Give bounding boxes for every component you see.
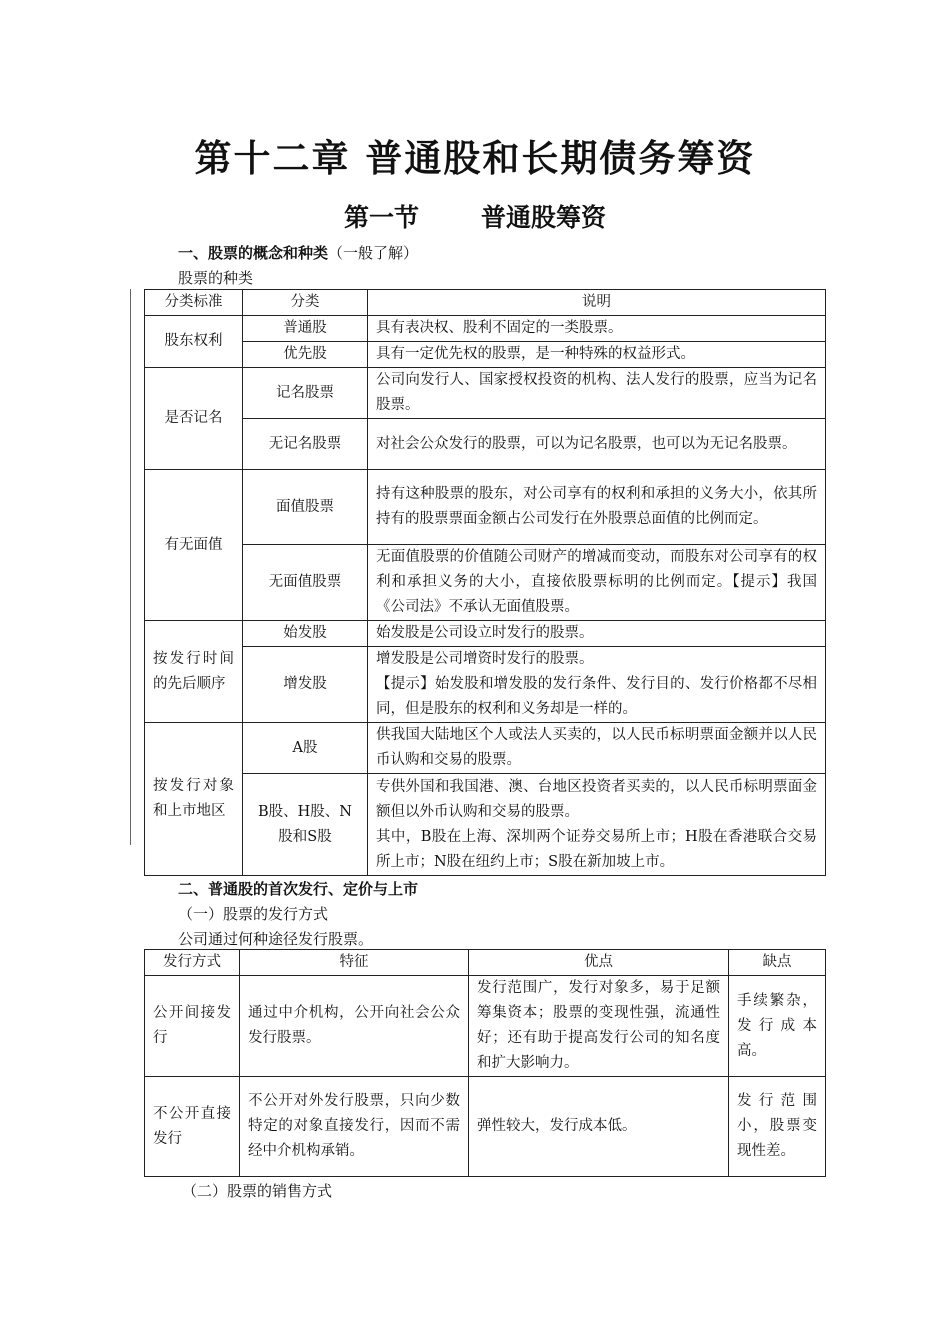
criterion-cell: 是否记名: [145, 368, 243, 470]
heading-issue-pricing-bold: 二、普通股的首次发行、定价与上市: [178, 880, 419, 898]
heading-stock-concept: [178, 242, 418, 263]
cons-cell: 手续繁杂，发行成本高。: [729, 976, 826, 1077]
section-label: 第一节: [343, 203, 419, 232]
desc-cell: [368, 647, 826, 723]
desc-cell: 无面值股票的价值随公司财产的增减而变动，而股东对公司享有的权利和承担义务的大小，直接依股票标明的比例而定。【提示】我国《公司法》不承认无面值股票。: [368, 545, 826, 621]
table-row: [145, 419, 826, 470]
heading-stock-concept-bold: 一、股票的概念和种类: [178, 244, 329, 262]
type-cell: 始发股: [243, 621, 368, 647]
section-name: 普通股筹资: [481, 203, 607, 232]
type-cell: 面值股票: [243, 470, 368, 545]
stock-types-table: [144, 289, 826, 876]
table-row: [145, 316, 826, 342]
type-cell: 无记名股票: [243, 419, 368, 470]
chapter-title: 第十二章 普通股和长期债务筹资: [194, 137, 756, 180]
header-desc: 说明: [368, 290, 826, 316]
table-row: [145, 1077, 826, 1177]
section-title: [0, 198, 950, 234]
desc-cell: 具有一定优先权的股票，是一种特殊的权益形式。: [368, 342, 826, 368]
subheading-issue-methods: （一）股票的发行方式: [178, 905, 329, 923]
table-row: [145, 774, 826, 876]
feature-cell: 通过中介机构，公开向社会公众发行股票。: [240, 976, 469, 1077]
stock-types-caption: 股票的种类: [178, 269, 254, 287]
issue-intro: 公司通过何种途径发行股票。: [178, 930, 374, 948]
cons-cell: 发行范围小，股票变现性差。: [729, 1077, 826, 1177]
pros-cell: 弹性较大，发行成本低。: [469, 1077, 729, 1177]
desc-tip: 【提示】始发股和增发股的发行条件、发行目的、发行价格都不尽相同，但是股东的权利和义务却是一样的。: [376, 676, 817, 717]
header-method: 发行方式: [145, 950, 240, 976]
type-cell: A股: [243, 723, 368, 774]
desc-line: 专供外国和我国港、澳、台地区投资者买卖的，以人民币标明票面金额但以外币认购和交易的股票。: [376, 778, 817, 820]
table-row: [145, 368, 826, 419]
heading-issue-pricing: [178, 878, 418, 899]
type-cell: 普通股: [243, 316, 368, 342]
issue-methods-table: [144, 949, 826, 1177]
table-row: [145, 647, 826, 723]
desc-cell: 始发股是公司设立时发行的股票。: [368, 621, 826, 647]
table-row: [145, 621, 826, 647]
method-cell: 公开间接发行: [145, 976, 240, 1077]
type-cell: 无面值股票: [243, 545, 368, 621]
criterion-cell: 按发行时间的先后顺序: [145, 621, 243, 723]
desc-cell: 供我国大陆地区个人或法人买卖的，以人民币标明票面金额并以人民币认购和交易的股票。: [368, 723, 826, 774]
header-cons: 缺点: [729, 950, 826, 976]
pros-cell: 发行范围广，发行对象多，易于足额筹集资本；股票的变现性强，流通性好；还有助于提高发行公司的知名度和扩大影响力。: [469, 976, 729, 1077]
desc-cell: 公司向发行人、国家授权投资的机构、法人发行的股票，应当为记名股票。: [368, 368, 826, 419]
heading-stock-concept-note: （一般了解）: [328, 244, 419, 262]
desc-line: 增发股是公司增资时发行的股票。: [376, 651, 594, 667]
feature-cell: 不公开对外发行股票，只向少数特定的对象直接发行，因而不需经中介机构承销。: [240, 1077, 469, 1177]
header-pros: 优点: [469, 950, 729, 976]
desc-cell: 具有表决权、股利不固定的一类股票。: [368, 316, 826, 342]
table-header-row: [145, 290, 826, 316]
header-feature: 特征: [240, 950, 469, 976]
criterion-cell: 有无面值: [145, 470, 243, 621]
criterion-cell: 股东权利: [145, 316, 243, 368]
table-row: [145, 545, 826, 621]
table-row: [145, 342, 826, 368]
subheading-sales-methods: （二）股票的销售方式: [182, 1182, 333, 1200]
header-type: 分类: [243, 290, 368, 316]
type-cell: 记名股票: [243, 368, 368, 419]
desc-detail: 其中，B股在上海、深圳两个证券交易所上市；H股在香港联合交易所上市；N股在纽约上市；S股在新加坡上市。: [376, 828, 817, 870]
desc-cell: 持有这种股票的股东，对公司享有的权利和承担的义务大小，依其所持有的股票票面金额占公司发行在外股票总面值的比例而定。: [368, 470, 826, 545]
table-header-row: [145, 950, 826, 976]
header-criterion: 分类标准: [145, 290, 243, 316]
desc-cell: 对社会公众发行的股票，可以为记名股票，也可以为无记名股票。: [368, 419, 826, 470]
type-cell: 优先股: [243, 342, 368, 368]
table-row: [145, 470, 826, 545]
method-cell: 不公开直接发行: [145, 1077, 240, 1177]
margin-rule: [130, 289, 131, 845]
desc-cell: [368, 774, 826, 876]
type-cell: B股、H股、N股和S股: [243, 774, 368, 876]
table-row: [145, 723, 826, 774]
criterion-cell: 按发行对象和上市地区: [145, 723, 243, 876]
table-row: [145, 976, 826, 1077]
type-cell: 增发股: [243, 647, 368, 723]
